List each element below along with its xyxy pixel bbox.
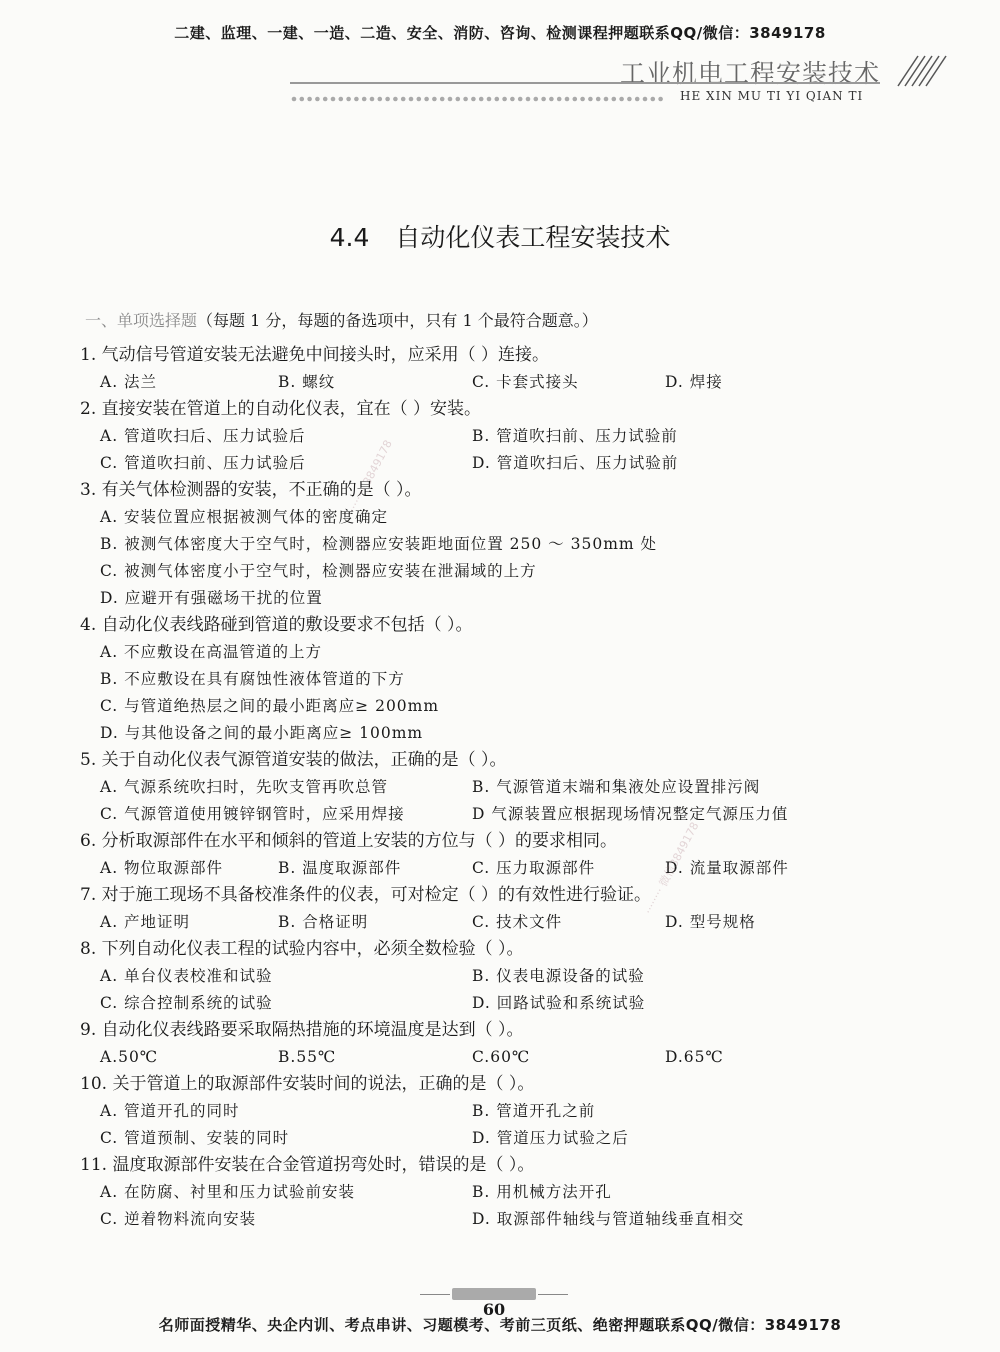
answer-option: D. 管道压力试验之后 [472, 1129, 629, 1147]
option-row [80, 585, 900, 612]
header-dot [385, 97, 390, 102]
answer-option: C. 卡套式接头 [472, 373, 579, 391]
answer-option: B. 管道开孔之前 [472, 1102, 596, 1120]
answer-option: C. 管道吹扫前、压力试验后 [100, 454, 306, 472]
question-item [80, 342, 900, 396]
header-dot [417, 97, 422, 102]
page-number: 60 [482, 1300, 506, 1319]
option-row [80, 909, 900, 936]
question-item [80, 1152, 900, 1233]
question-stem: 2. 直接安装在管道上的自动化仪表，宜在（ ）安装。 [80, 399, 482, 419]
header-dot [362, 97, 367, 102]
header-dot [307, 97, 312, 102]
question-stem: 5. 关于自动化仪表气源管道安装的做法，正确的是（ ）。 [80, 750, 507, 770]
answer-option: A. 管道吹扫后、压力试验后 [100, 427, 306, 445]
answer-option: D.65℃ [665, 1048, 724, 1066]
header-dot [331, 97, 336, 102]
header-dot [604, 97, 609, 102]
question-stem: 8. 下列自动化仪表工程的试验内容中，必须全数检验（ ）。 [80, 939, 524, 959]
part-note: （每题 1 分，每题的备选项中，只有 1 个最符合题意。） [197, 311, 598, 330]
question-stem: 1. 气动信号管道安装无法避免中间接头时，应采用（ ）连接。 [80, 345, 550, 365]
answer-option: D. 与其他设备之间的最小距离应≥ 100mm [100, 724, 424, 742]
option-row [80, 1179, 900, 1206]
option-row [80, 450, 900, 477]
answer-option: D 气源装置应根据现场情况整定气源压力值 [472, 805, 789, 823]
answer-option: A. 不应敷设在高温管道的上方 [100, 643, 323, 661]
header-dot [300, 97, 305, 102]
question-item [80, 828, 900, 882]
header-dot [315, 97, 320, 102]
header-dot [518, 97, 523, 102]
question-item [80, 477, 900, 612]
option-row [80, 1125, 900, 1152]
header-dot [456, 97, 461, 102]
header-dot [526, 97, 531, 102]
header-dot [401, 97, 406, 102]
section-heading [0, 218, 1000, 254]
header-dot [549, 97, 554, 102]
header-dot [658, 97, 663, 102]
header-dot [370, 97, 375, 102]
answer-option: C. 被测气体密度小于空气时，检测器应安装在泄漏域的上方 [100, 562, 537, 580]
header-dot [432, 97, 437, 102]
header-title: 工业机电工程安装技术 [620, 59, 881, 88]
top-banner: 二建、监理、一建、一造、二造、安全、消防、咨询、检测课程押题联系QQ/微信：3849178 [174, 24, 826, 42]
header-dot [448, 97, 453, 102]
question-item [80, 1017, 900, 1071]
question-stem: 7. 对于施工现场不具备校准条件的仪表，可对检定（ ）的有效性进行验证。 [80, 885, 652, 905]
header-dot [463, 97, 468, 102]
header-dot [393, 97, 398, 102]
answer-option: B. 温度取源部件 [278, 859, 402, 877]
section-title: 自动化仪表工程安装技术 [395, 223, 671, 252]
option-row [80, 693, 900, 720]
header-dot [534, 97, 539, 102]
page-badge [452, 1288, 536, 1300]
header-dot [409, 97, 414, 102]
question-item [80, 747, 900, 828]
answer-option: B. 仪表电源设备的试验 [472, 967, 645, 985]
header-dot [627, 97, 632, 102]
option-row [80, 1044, 900, 1071]
answer-option: D. 型号规格 [665, 913, 756, 931]
answer-option: B. 气源管道末端和集液处应设置排污阀 [472, 778, 761, 796]
option-row [80, 720, 900, 747]
header-dot [346, 97, 351, 102]
answer-option: B. 螺纹 [278, 373, 336, 391]
header-dot [495, 97, 500, 102]
header-dot [643, 97, 648, 102]
header-dot [479, 97, 484, 102]
answer-option: B.55℃ [278, 1048, 337, 1066]
answer-option: B. 合格证明 [278, 913, 369, 931]
answer-option: A. 法兰 [100, 373, 158, 391]
answer-option: A. 安装位置应根据被测气体的密度确定 [100, 508, 389, 526]
answer-option: C. 逆着物料流向安装 [100, 1210, 257, 1228]
page-rule-right [538, 1294, 568, 1295]
answer-option: A. 气源系统吹扫时，先吹支管再吹总管 [100, 778, 389, 796]
header-dot [612, 97, 617, 102]
answer-option: C. 技术文件 [472, 913, 563, 931]
answer-option: A. 单台仪表校准和试验 [100, 967, 273, 985]
header-dot [541, 97, 546, 102]
section-number: 4.4 [329, 223, 370, 252]
question-item [80, 882, 900, 936]
header-dot [292, 97, 297, 102]
answer-option: C. 气源管道使用镀锌钢管时，应采用焊接 [100, 805, 405, 823]
header-rule [290, 82, 880, 84]
option-row [80, 1206, 900, 1233]
header-dot [510, 97, 515, 102]
question-stem: 11. 温度取源部件安装在合金管道拐弯处时，错误的是（ ）。 [80, 1155, 535, 1175]
answer-option: B. 被测气体密度大于空气时，检测器应安装距地面位置 250 ～ 350mm 处 [100, 535, 658, 553]
option-row [80, 801, 900, 828]
header-dot [424, 97, 429, 102]
question-item [80, 1071, 900, 1152]
answer-option: B. 管道吹扫前、压力试验前 [472, 427, 678, 445]
answer-option: D. 焊接 [665, 373, 723, 391]
header-dot [323, 97, 328, 102]
answer-option: B. 用机械方法开孔 [472, 1183, 612, 1201]
answer-option: C.60℃ [472, 1048, 531, 1066]
header-dot [354, 97, 359, 102]
question-stem: 3. 有关气体检测器的安装，不正确的是（ ）。 [80, 480, 422, 500]
answer-option: A. 在防腐、衬里和压力试验前安装 [100, 1183, 356, 1201]
question-stem: 9. 自动化仪表线路要采取隔热措施的环境温度是达到（ ）。 [80, 1020, 524, 1040]
header-dot-row [290, 95, 670, 103]
header-dot [557, 97, 562, 102]
question-item [80, 612, 900, 747]
answer-option: D. 应避开有强磁场干扰的位置 [100, 589, 323, 607]
question-stem: 4. 自动化仪表线路碰到管道的敷设要求不包括（ ）。 [80, 615, 473, 635]
header-pinyin: HE XIN MU TI YI QIAN TI [680, 89, 864, 103]
header-dot [651, 97, 656, 102]
answer-option: D. 回路试验和系统试验 [472, 994, 646, 1012]
watermark: ········ 3849178 [345, 437, 395, 516]
header-slash-decoration [888, 52, 948, 92]
watermark: ········ 微信3849178 [641, 819, 702, 917]
option-row [80, 1098, 900, 1125]
option-row [80, 369, 900, 396]
answer-option: C. 综合控制系统的试验 [100, 994, 273, 1012]
header-dot [339, 97, 344, 102]
header-dot [471, 97, 476, 102]
answer-option: A. 产地证明 [100, 913, 191, 931]
answer-option: C. 管道预制、安装的同时 [100, 1129, 290, 1147]
answer-option: A. 物位取源部件 [100, 859, 224, 877]
option-row [80, 963, 900, 990]
header-dot [502, 97, 507, 102]
bottom-banner: 名师面授精华、央企内训、考点串讲、习题模考、考前三页纸、绝密押题联系QQ/微信：3849178 [158, 1316, 842, 1334]
question-stem: 6. 分析取源部件在水平和倾斜的管道上安装的方位与（ ）的要求相同。 [80, 831, 618, 851]
answer-option: D. 管道吹扫后、压力试验前 [472, 454, 679, 472]
header-dot [378, 97, 383, 102]
answer-option: D. 流量取源部件 [665, 859, 789, 877]
option-row [80, 531, 900, 558]
answer-option: C. 压力取源部件 [472, 859, 596, 877]
header-dot [580, 97, 585, 102]
answer-option: A.50℃ [100, 1048, 159, 1066]
header-dot [565, 97, 570, 102]
question-item [80, 936, 900, 1017]
page-rule-left [420, 1294, 450, 1295]
question-stem: 10. 关于管道上的取源部件安装时间的说法，正确的是（ ）。 [80, 1074, 535, 1094]
header-dot [440, 97, 445, 102]
part-heading [85, 308, 598, 331]
option-row [80, 855, 900, 882]
question-item [80, 396, 900, 477]
answer-option: B. 不应敷设在具有腐蚀性液体管道的下方 [100, 670, 405, 688]
header-dot [596, 97, 601, 102]
answer-option: A. 管道开孔的同时 [100, 1102, 240, 1120]
option-row [80, 774, 900, 801]
header-dot [588, 97, 593, 102]
header-dot [619, 97, 624, 102]
option-row [80, 666, 900, 693]
option-row [80, 558, 900, 585]
option-row [80, 504, 900, 531]
option-row [80, 990, 900, 1017]
header-dot [635, 97, 640, 102]
header-dot [487, 97, 492, 102]
question-list [80, 342, 900, 1233]
option-row [80, 423, 900, 450]
option-row [80, 639, 900, 666]
part-label: 一、单项选择题 [85, 311, 198, 330]
answer-option: C. 与管道绝热层之间的最小距离应≥ 200mm [100, 697, 440, 715]
answer-option: D. 取源部件轴线与管道轴线垂直相交 [472, 1210, 745, 1228]
header-dot [573, 97, 578, 102]
